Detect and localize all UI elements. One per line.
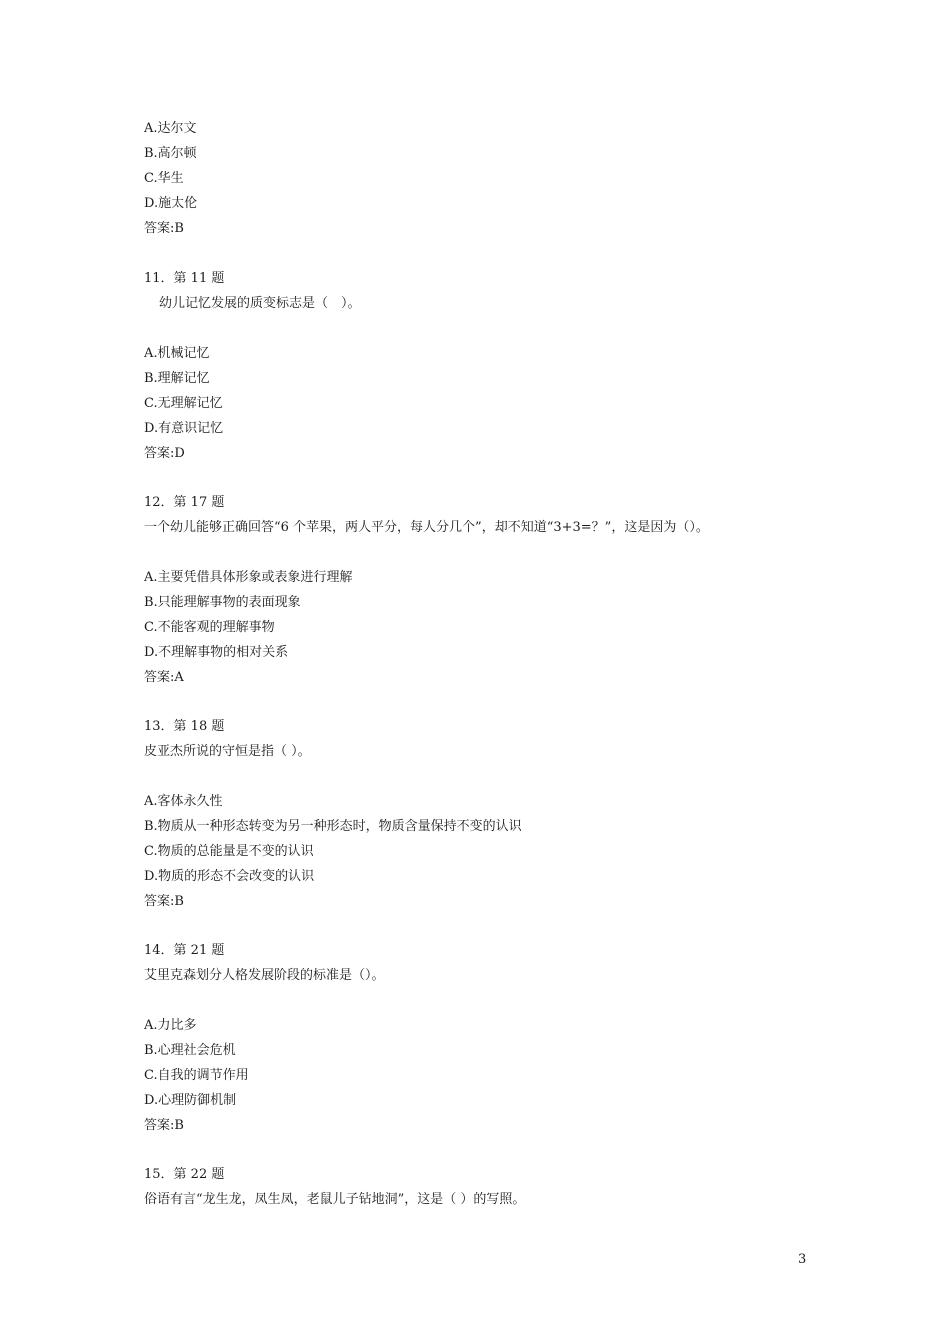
question-stem: 俗语有言“龙生龙，凤生凤，老鼠儿子钻地洞”，这是（ ）的写照。 — [144, 1192, 526, 1207]
question-stem: 皮亚杰所说的守恒是指（ ）。 — [144, 744, 311, 759]
option-c: C.不能客观的理解事物 — [144, 620, 275, 635]
option-d: D.有意识记忆 — [144, 421, 224, 436]
option-c: C.物质的总能量是不变的认识 — [144, 844, 314, 859]
option-a: A.达尔文 — [144, 121, 197, 136]
option-b: B.物质从一种形态转变为另一种形态时，物质含量保持不变的认识 — [144, 819, 522, 834]
question-heading: 14．第 21 题 — [144, 943, 225, 958]
option-d: D.物质的形态不会改变的认识 — [144, 869, 315, 884]
option-a: A.主要凭借具体形象或表象进行理解 — [144, 570, 353, 585]
answer: 答案:B — [144, 221, 184, 236]
option-d: D.不理解事物的相对关系 — [144, 645, 289, 660]
answer: 答案:B — [144, 894, 184, 909]
option-a: A.力比多 — [144, 1018, 197, 1033]
option-b: B.心理社会危机 — [144, 1043, 236, 1058]
option-b: B.只能理解事物的表面现象 — [144, 595, 301, 610]
answer: 答案:B — [144, 1118, 184, 1133]
option-d: D.施太伦 — [144, 196, 198, 211]
question-heading: 15．第 22 题 — [144, 1167, 225, 1182]
answer: 答案:A — [144, 670, 184, 685]
option-a: A.客体永久性 — [144, 794, 223, 809]
option-c: C.华生 — [144, 171, 184, 186]
question-heading: 11．第 11 题 — [144, 271, 225, 286]
answer: 答案:D — [144, 446, 185, 461]
option-d: D.心理防御机制 — [144, 1093, 237, 1108]
option-c: C.自我的调节作用 — [144, 1068, 249, 1083]
option-b: B.高尔顿 — [144, 146, 197, 161]
question-stem: 艾里克森划分人格发展阶段的标准是（）。 — [144, 968, 385, 983]
question-stem: 一个幼儿能够正确回答“6 个苹果，两人平分，每人分几个”，却不知道“3+3=？”，这是因为（）。 — [144, 520, 709, 535]
page-number: 3 — [798, 1252, 807, 1267]
option-b: B.理解记忆 — [144, 371, 210, 386]
question-stem: 幼儿记忆发展的质变标志是（ ）。 — [159, 296, 361, 311]
question-heading: 13．第 18 题 — [144, 719, 225, 734]
option-a: A.机械记忆 — [144, 346, 210, 361]
option-c: C.无理解记忆 — [144, 396, 223, 411]
question-heading: 12．第 17 题 — [144, 495, 225, 510]
